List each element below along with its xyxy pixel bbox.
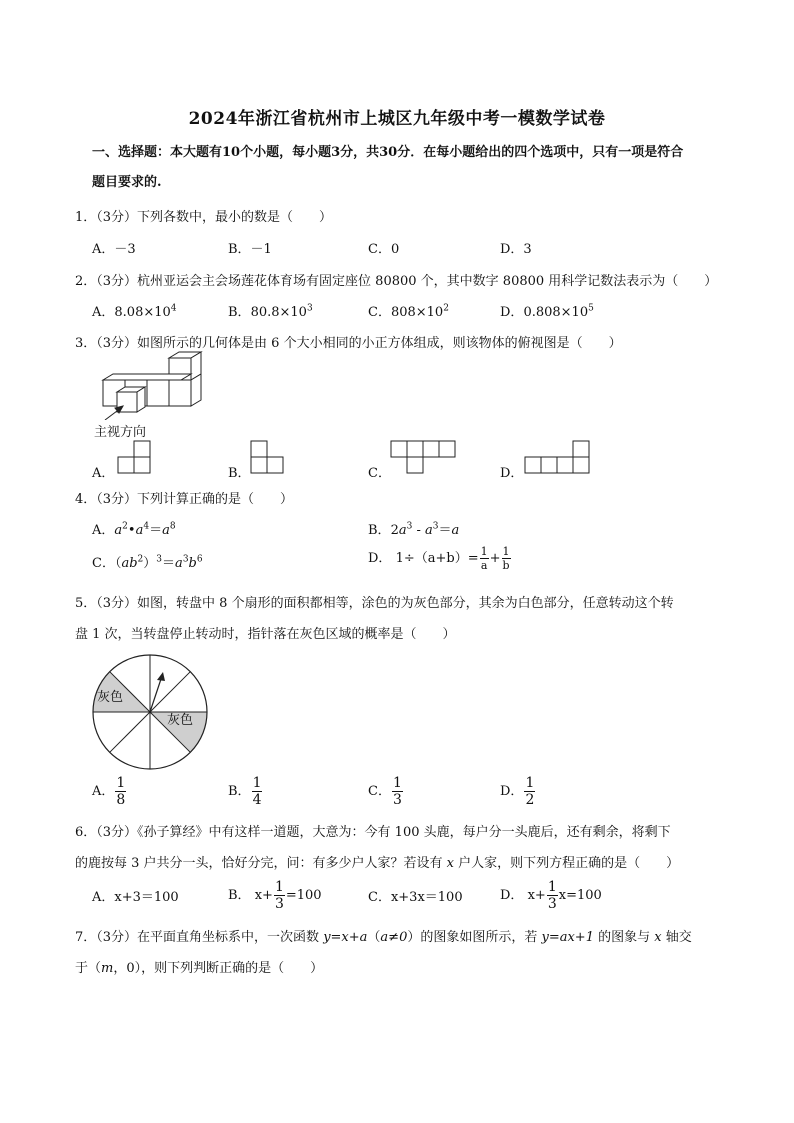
q4-stem: 4．（3分）下列计算正确的是（ ） xyxy=(75,492,294,507)
q4-option-b[interactable]: B．$2a^3 - a^3=a$ xyxy=(368,521,460,538)
q3-option-c-figure xyxy=(390,440,458,474)
q6-option-a[interactable]: A．x+3＝100 xyxy=(92,890,179,905)
q3-option-d[interactable]: D． xyxy=(500,466,524,481)
q6-stem-line2: 的鹿按每 3 户共分一头，恰好分完，问：有多少户人家？若设有 x 户人家，则下列方程正确的是（ ） xyxy=(75,856,680,871)
q6-option-b[interactable]: B． x+ $\frac{1}{3}$ =100 xyxy=(228,879,322,912)
q5-option-d[interactable]: D． $\frac{1}{2}$ xyxy=(500,775,535,808)
q3-stem: 3．（3分）如图所示的几何体是由 6 个大小相同的小正方体组成，则该物体的俯视图是（ ） xyxy=(75,336,622,351)
exam-title: 2024年浙江省杭州市上城区九年级中考一模数学试卷 xyxy=(188,109,606,129)
q1-option-b[interactable]: B．－1 xyxy=(228,242,272,257)
q2-option-b[interactable]: B．$80.8\times 10^3$ xyxy=(228,303,313,320)
q3-option-c[interactable]: C． xyxy=(368,466,391,481)
q4-option-d[interactable]: D． 1÷（a+b）= $\frac{1}{a}$ + $\frac{1}{b}$ xyxy=(368,545,510,572)
q3-option-d-figure xyxy=(524,440,592,474)
q3-option-a-figure xyxy=(117,440,153,474)
q5-stem-line2: 盘 1 次，当转盘停止转动时，指针落在灰色区域的概率是（ ） xyxy=(75,627,456,642)
q4-option-a[interactable]: A．$a^2•a^4=a^8$ xyxy=(92,521,176,538)
q7-stem-line2: 于（m，0），则下列判断正确的是（ ） xyxy=(75,961,324,976)
section-heading-line1: 一、选择题：本大题有10个小题，每小题3分，共30分．在每小题给出的四个选项中，只有一项是符合 xyxy=(92,145,684,160)
q1-option-d[interactable]: D．3 xyxy=(500,242,532,257)
q2-stem: 2．（3分）杭州亚运会主会场莲花体育场有固定座位 80800 个，其中数字 80800 用科学记数法表示为（ ） xyxy=(75,274,718,289)
q6-option-d[interactable]: D． x+ $\frac{1}{3}$ x=100 xyxy=(500,879,602,912)
q2-option-a[interactable]: A．$8.08\times 10^4$ xyxy=(92,303,177,320)
q6-stem-line1: 6．（3分）《孙子算经》中有这样一道题，大意为：今有 100 头鹿，每户分一头鹿后，还有剩余，将剩下 xyxy=(75,825,671,840)
q2-option-d[interactable]: D．$0.808\times 10^5$ xyxy=(500,303,594,320)
q5-option-c[interactable]: C． $\frac{1}{3}$ xyxy=(368,775,402,808)
q3-option-b[interactable]: B． xyxy=(228,466,251,481)
section-heading-line2: 题目要求的. xyxy=(92,175,162,190)
q1-option-a[interactable]: A．－3 xyxy=(92,242,136,257)
q1-option-c[interactable]: C．0 xyxy=(368,242,400,257)
q7-stem-line1: 7．（3分）在平面直角坐标系中，一次函数 y=x+a（a≠0）的图象如图所示，若 y=ax+1 的图象与 x 轴交 xyxy=(75,930,692,945)
spinner-label-gray-2: 灰色 xyxy=(167,713,194,728)
q5-option-b[interactable]: B． $\frac{1}{4}$ xyxy=(228,775,262,808)
q2-option-c[interactable]: C．$808\times 10^2$ xyxy=(368,303,449,320)
q1-stem: 1．（3分）下列各数中，最小的数是（ ） xyxy=(75,210,333,225)
q4-option-c[interactable]: C．$(ab^2)^3=a^3b^6$ xyxy=(92,554,203,571)
q3-view-direction-label: 主视方向 xyxy=(94,425,147,440)
q6-option-c[interactable]: C．x+3x＝100 xyxy=(368,890,463,905)
q3-cube-figure xyxy=(95,350,215,420)
q5-option-a[interactable]: A． $\frac{1}{8}$ xyxy=(92,775,126,808)
q5-stem-line1: 5．（3分）如图，转盘中 8 个扇形的面积都相等，涂色的为灰色部分，其余为白色部分，任意转动这个转 xyxy=(75,596,674,611)
q3-option-b-figure xyxy=(250,440,286,474)
spinner-label-gray-1: 灰色 xyxy=(97,690,124,705)
q3-option-a[interactable]: A． xyxy=(92,466,115,481)
